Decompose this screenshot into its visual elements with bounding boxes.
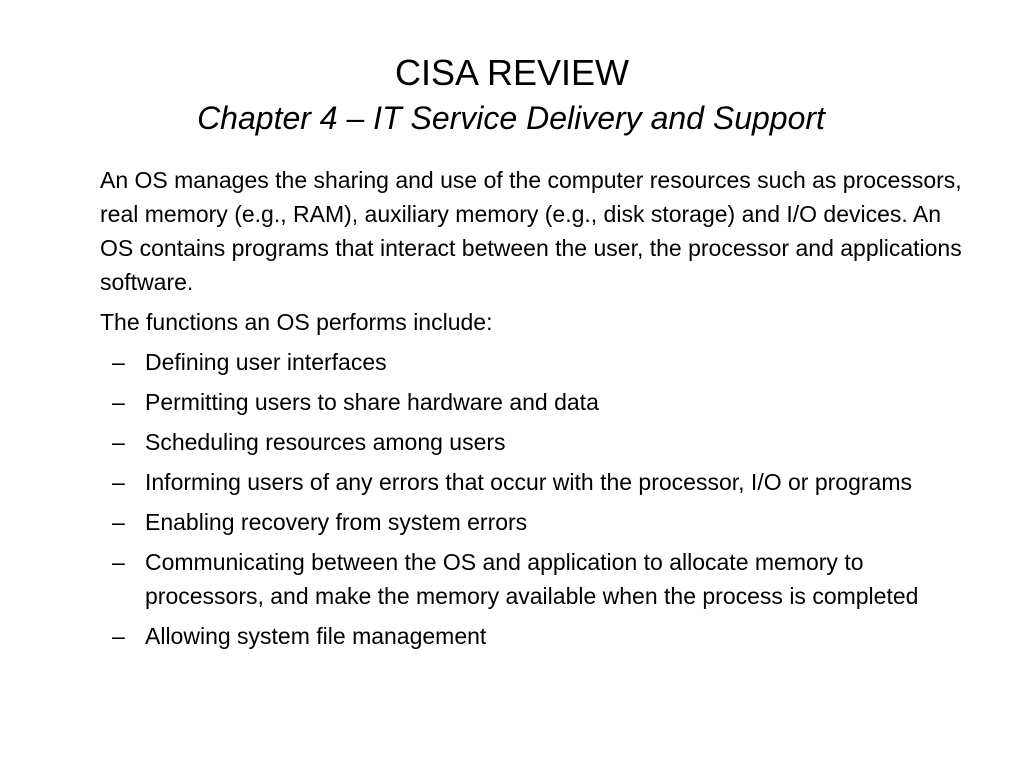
dash-bullet-icon: – [112,389,125,415]
list-item [100,619,980,653]
functions-list [100,345,980,653]
slide-subtitle: Chapter 4 – IT Service Delivery and Support [197,100,825,136]
slide-body [100,163,980,659]
functions-intro: The functions an OS performs include: [100,309,493,335]
list-item-text: Enabling recovery from system errors [145,509,528,535]
dash-bullet-icon: – [112,469,125,495]
list-item [100,345,980,379]
title-block [0,48,1024,138]
list-item [100,425,980,459]
dash-bullet-icon: – [112,429,125,455]
list-item [100,505,980,539]
dash-bullet-icon: – [112,623,125,649]
list-item-text: Scheduling resources among users [145,429,506,455]
dash-bullet-icon: – [112,509,125,535]
list-item-text: Communicating between the OS and application to allocate memory to processors, and make the memory available when the process is completed [145,549,919,609]
list-item [100,385,980,419]
list-item [100,545,980,613]
dash-bullet-icon: – [112,349,125,375]
list-item-text: Allowing system file management [145,623,487,649]
intro-paragraph: An OS manages the sharing and use of the computer resources such as processors, real memory (e.g., RAM), auxiliary memory (e.g., disk storage) and I/O devices. An OS contains programs that interact between the user, the processor and applications software. [100,167,962,295]
slide-title: CISA REVIEW [394,52,630,93]
list-item-text: Permitting users to share hardware and data [145,389,599,415]
list-item-text: Defining user interfaces [145,349,387,375]
list-item [100,465,980,499]
list-item-text: Informing users of any errors that occur with the processor, I/O or programs [145,469,912,495]
dash-bullet-icon: – [112,549,125,575]
